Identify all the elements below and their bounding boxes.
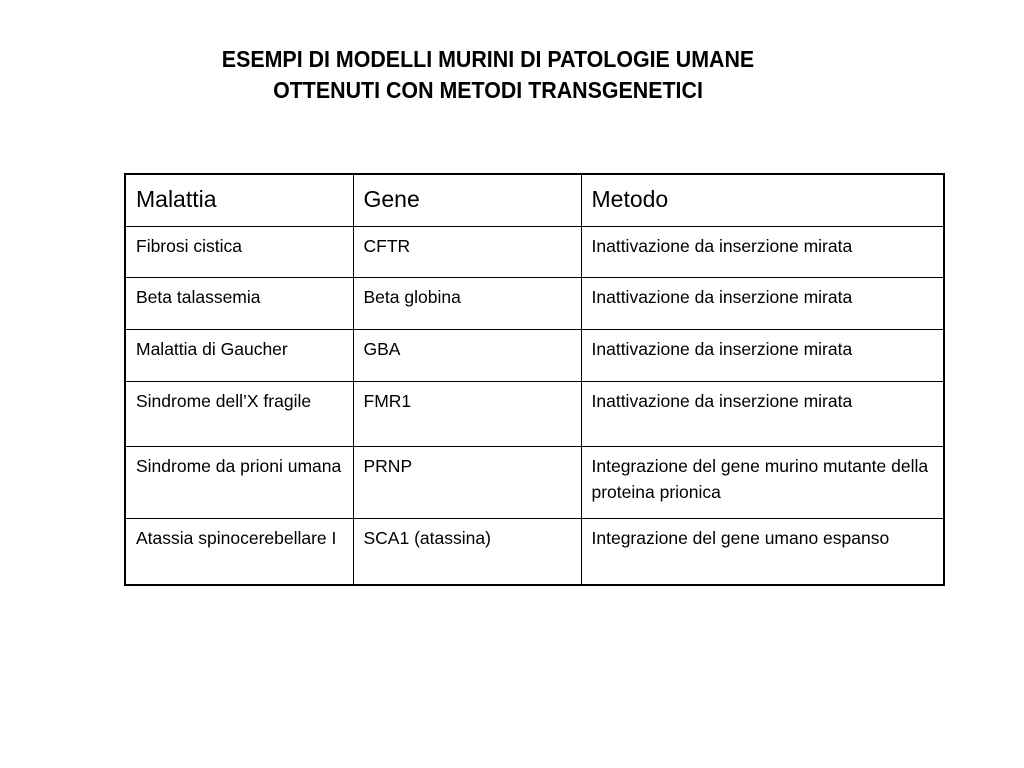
cell-metodo <box>581 278 944 330</box>
cell-malattia <box>125 447 353 519</box>
header-cell-gene: Gene <box>353 174 581 227</box>
cell-text: FMR1 <box>363 391 412 411</box>
cell-gene <box>353 278 581 330</box>
cell-text: PRNP <box>363 456 413 476</box>
cell-gene <box>353 519 581 586</box>
cell-text: CFTR <box>363 236 411 256</box>
cell-metodo <box>581 227 944 278</box>
title-line-1: ESEMPI DI MODELLI MURINI DI PATOLOGIE UMANE <box>221 46 755 72</box>
table-row <box>125 519 944 586</box>
cell-gene <box>353 330 581 382</box>
table-header-row <box>125 174 944 227</box>
cell-metodo <box>581 447 944 519</box>
cell-text: Inattivazione da inserzione mirata <box>591 391 853 411</box>
cell-text: Integrazione del gene umano espanso <box>591 528 890 548</box>
header-cell-malattia: Malattia <box>125 174 353 227</box>
cell-text: Inattivazione da inserzione mirata <box>591 236 853 256</box>
cell-text: Fibrosi cistica <box>136 236 242 256</box>
cell-text: Integrazione del gene murino mutante della proteina prionica <box>591 456 929 502</box>
cell-text: Beta talassemia <box>136 287 261 307</box>
cell-text: Beta globina <box>363 287 461 307</box>
cell-text: Inattivazione da inserzione mirata <box>591 339 853 359</box>
cell-malattia <box>125 227 353 278</box>
cell-gene <box>353 382 581 447</box>
cell-text: Atassia spinocerebellare I <box>136 528 337 548</box>
table-row <box>125 227 944 278</box>
cell-malattia <box>125 330 353 382</box>
title-line-2: OTTENUTI CON METODI TRANSGENETICI <box>273 77 703 103</box>
table-row <box>125 447 944 519</box>
disease-model-table <box>124 173 945 586</box>
cell-text: GBA <box>363 339 401 359</box>
table-row <box>125 382 944 447</box>
cell-metodo <box>581 330 944 382</box>
cell-gene <box>353 227 581 278</box>
cell-gene <box>353 447 581 519</box>
cell-malattia <box>125 382 353 447</box>
cell-malattia <box>125 519 353 586</box>
table-row <box>125 330 944 382</box>
cell-text: Sindrome dell’X fragile <box>136 391 312 411</box>
cell-text: Malattia di Gaucher <box>136 339 288 359</box>
cell-malattia <box>125 278 353 330</box>
slide-title <box>34 44 942 106</box>
cell-text: Sindrome da prioni umana <box>136 456 342 476</box>
cell-metodo <box>581 519 944 586</box>
cell-metodo <box>581 382 944 447</box>
cell-text: SCA1 (atassina) <box>363 528 491 548</box>
header-cell-metodo: Metodo <box>581 174 944 227</box>
cell-text: Inattivazione da inserzione mirata <box>591 287 853 307</box>
table-row <box>125 278 944 330</box>
